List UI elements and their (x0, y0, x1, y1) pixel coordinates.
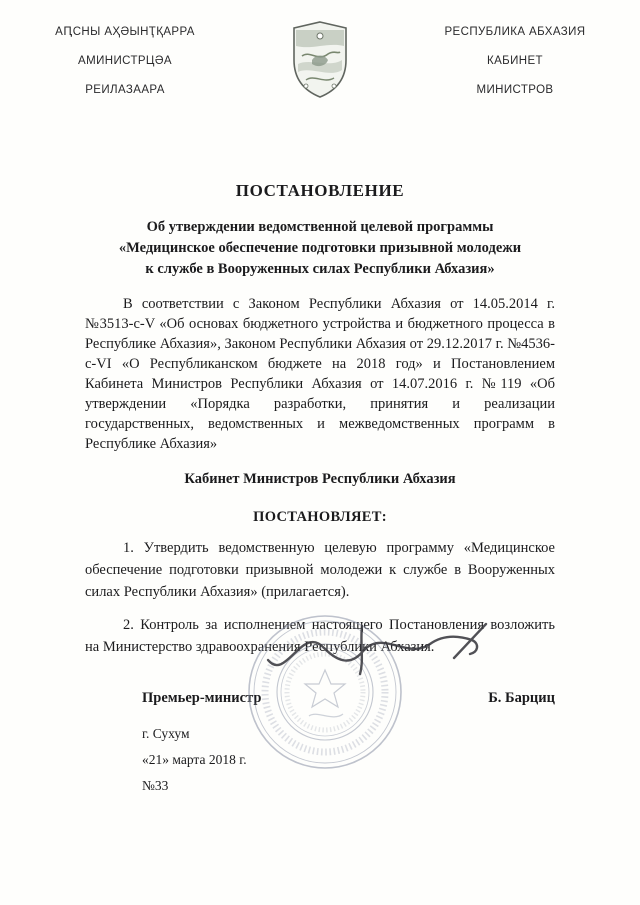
letterhead (0, 0, 640, 105)
letterhead-right-line-1: РЕСПУБЛИКА АБХАЗИЯ (444, 26, 586, 38)
signature-details (142, 721, 555, 799)
resolution-item-2: 2. Контроль за исполнением настоящего Постановления возложить на Министерство здравоохранения Республики Абхазия. (85, 617, 555, 655)
subtitle-line-3: к службе в Вооруженных силах Республики Абхазия» (145, 261, 495, 277)
preamble-paragraph: В соответствии с Законом Республики Абхазия от 14.05.2014 г. №3513-с-V «Об основах бюджетного устройства и бюджетного процесса в Республике Абхазия», Законом Республики Абхазия от 29.12.2017 г. №4536-с-VI «О Республиканском бюджете на 2018 год» и Постановлением Кабинета Министров Республики Абхазия от 14.07.2016 г. №119 «Об утверждении «Порядка разработки, принятия и реализации государственных, ведомственных и межведомственных программ в Республике Абхазия» (85, 296, 555, 452)
document-body (0, 294, 640, 799)
resolution-item-1: 1. Утвердить ведомственную целевую программу «Медицинское обеспечение подготовки призывной молодежи к службе в Вооруженных силах Республики Абхазия» (прилагается). (85, 540, 555, 600)
signature-number: №33 (142, 778, 169, 793)
letterhead-left-line-3: РЕИЛАЗААРА (85, 84, 165, 96)
signer-title: Премьер-министр (142, 690, 262, 706)
document-subtitle (0, 217, 640, 280)
resolution-items (85, 537, 555, 658)
subtitle-line-1: Об утверждении ведомственной целевой программы (146, 219, 494, 235)
cabinet-line: Кабинет Министров Республики Абхазия (184, 471, 456, 487)
letterhead-left-line-2: АМИНИСТРЦӘА (78, 55, 172, 67)
signer-name: Б. Барциц (488, 690, 555, 706)
letterhead-right-line-3: МИНИСТРОВ (476, 84, 554, 96)
letterhead-left (30, 18, 220, 105)
letterhead-right-line-2: КАБИНЕТ (487, 55, 543, 67)
coat-of-arms-icon (288, 20, 352, 100)
signature-row (142, 690, 555, 707)
letterhead-left-line-1: АԤСНЫ АҲӘЫНҬҚАРРА (55, 26, 195, 38)
signature-date: «21» марта 2018 г. (142, 752, 247, 767)
signature-city: г. Сухум (142, 726, 190, 741)
letterhead-right (420, 18, 610, 105)
resolves-line: ПОСТАНОВЛЯЕТ: (253, 509, 387, 525)
subtitle-line-2: «Медицинское обеспечение подготовки призывной молодежи (118, 240, 522, 256)
document-title: ПОСТАНОВЛЕНИЕ (235, 181, 405, 200)
